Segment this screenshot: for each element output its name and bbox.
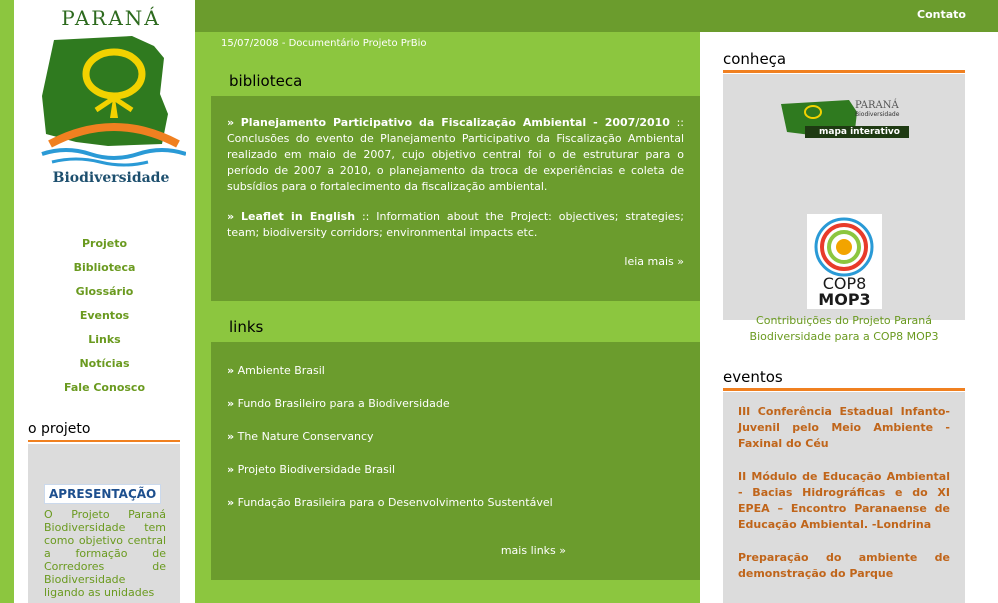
nav-noticias[interactable]: Notícias: [79, 357, 130, 370]
logo-title: PARANÁ: [61, 6, 161, 30]
apresentacao-badge[interactable]: APRESENTAÇÃO: [44, 484, 161, 504]
link-label[interactable]: Fundo Brasileiro para a Biodiversidade: [237, 397, 450, 410]
link-label[interactable]: Fundação Brasileira para o Desenvolvimento Sustentável: [237, 496, 553, 509]
arrow-icon: »: [227, 496, 235, 509]
evento-item[interactable]: II Módulo de Educação Ambiental - Bacias Hidrográficas e do XI EPEA – Encontro Paranaense de Educação Ambiental. -Londrina: [738, 470, 950, 531]
biblioteca-item: [227, 209, 684, 241]
arrow-icon: »: [227, 116, 235, 129]
biblioteca-box: [211, 96, 700, 301]
main-nav: [14, 236, 195, 404]
mapa-sub: Biodiversidade: [855, 111, 900, 118]
biblioteca-item-title[interactable]: Leaflet in English: [241, 210, 356, 223]
arrow-icon: »: [227, 210, 235, 223]
nav-links[interactable]: Links: [88, 333, 121, 346]
top-bar: [195, 0, 998, 32]
nav-fale-conosco[interactable]: Fale Conosco: [64, 381, 145, 394]
evento-item[interactable]: Preparação do ambiente de demonstração do Parque: [738, 551, 950, 580]
nav-eventos[interactable]: Eventos: [79, 309, 130, 322]
apresentacao-text: O Projeto Paraná Biodiversidade tem como objetivo central a formação de Corredores de Biodiversidade ligando as unidades: [44, 508, 166, 599]
left-column: [14, 0, 195, 603]
link-item[interactable]: [227, 462, 684, 495]
nav-biblioteca[interactable]: Biblioteca: [73, 261, 136, 274]
nav-glossario[interactable]: Glossário: [75, 285, 134, 298]
eventos-title: eventos: [723, 368, 965, 391]
links-box: [211, 342, 700, 580]
o-projeto-title: o projeto: [28, 421, 180, 442]
link-item[interactable]: [227, 495, 684, 528]
arrow-icon: »: [227, 430, 235, 443]
cop-line2: MOP3: [818, 290, 871, 309]
parana-biodiversidade-logo[interactable]: [36, 6, 186, 196]
arrow-icon: »: [227, 397, 235, 410]
link-label[interactable]: Ambiente Brasil: [237, 364, 325, 377]
evento-item[interactable]: III Conferência Estadual Infanto-Juvenil pelo Meio Ambiente - Faxinal do Céu: [738, 405, 950, 450]
arrow-icon: »: [227, 364, 235, 377]
cop-contribuicoes-link[interactable]: Contribuições do Projeto Paraná Biodiversidade para a COP8 MOP3: [749, 314, 939, 343]
leia-mais-link[interactable]: leia mais »: [624, 255, 684, 268]
links-title: links: [211, 316, 700, 342]
nav-projeto[interactable]: Projeto: [81, 237, 128, 250]
cop8-emblem-icon: [807, 216, 882, 278]
biblioteca-title: biblioteca: [211, 70, 700, 96]
biblioteca-item-title[interactable]: Planejamento Participativo da Fiscalização Ambiental - 2007/2010: [240, 116, 670, 129]
right-column: [700, 32, 998, 603]
link-item[interactable]: [227, 363, 684, 396]
mapa-label: mapa interativo: [819, 127, 900, 137]
cop8-mop3-logo[interactable]: [807, 214, 882, 309]
conheca-box: [723, 74, 965, 343]
link-item[interactable]: [227, 396, 684, 429]
logo-subtitle: Biodiversidade: [52, 170, 170, 186]
link-label[interactable]: The Nature Conservancy: [237, 430, 374, 443]
link-label[interactable]: Projeto Biodiversidade Brasil: [237, 463, 396, 476]
conheca-title: conheça: [723, 50, 965, 73]
cop-line1: COP8: [822, 274, 867, 293]
biblioteca-item-text: :: Information about the Project: objectives; strategies; team; biodiversity corridors; environmental impacts etc.: [227, 210, 684, 239]
biblioteca-item: [227, 115, 684, 195]
link-item[interactable]: [227, 429, 684, 462]
eventos-box: [723, 392, 965, 603]
tree-icon: [36, 6, 186, 176]
contato-link[interactable]: Contato: [917, 8, 966, 21]
center-column: [195, 32, 700, 603]
mapa-interativo-banner[interactable]: [779, 96, 911, 142]
mais-links-link[interactable]: mais links »: [500, 544, 566, 557]
biblioteca-item-text: :: Conclusões do evento de Planejamento Participativo da Fiscalização Ambiental realizado em maio de 2007, cujo objetivo central foi o de estruturar para o período de 2007 a 2010, o planejamento da troca de experiências e coleta de subsídios para o fortalecimento da fiscalização ambiental.: [227, 116, 685, 193]
mapa-brand: PARANÁ: [855, 100, 899, 111]
arrow-icon: »: [227, 463, 235, 476]
o-projeto-box: [28, 444, 180, 603]
news-ticker[interactable]: 15/07/2008 - Documentário Projeto PrBio: [221, 38, 427, 49]
